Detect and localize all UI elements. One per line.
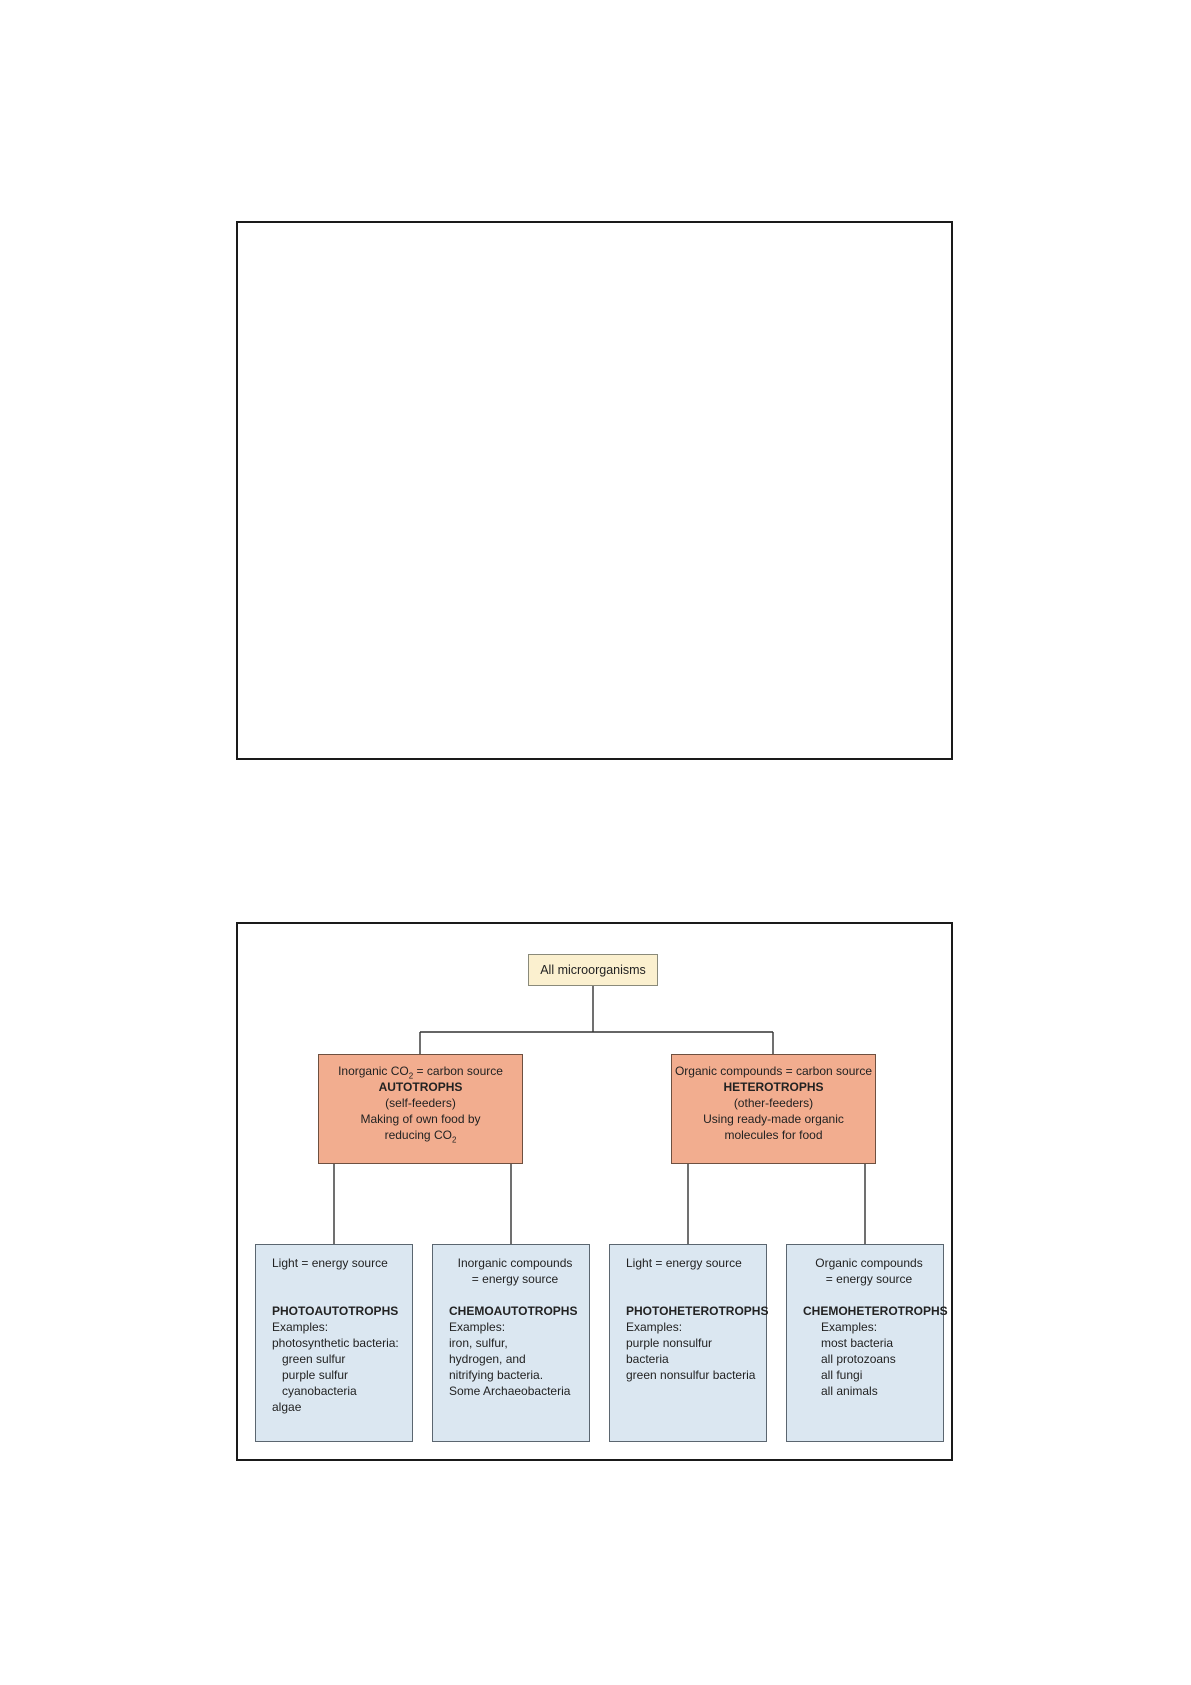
autotrophs-desc-line1: Making of own food by bbox=[360, 1112, 481, 1126]
heterotrophs-node bbox=[671, 1054, 876, 1164]
chemoheterotrophs-example: all fungi bbox=[821, 1368, 863, 1382]
blank-slide-frame bbox=[236, 221, 953, 760]
autotrophs-desc-subscript: 2 bbox=[451, 1135, 457, 1145]
chemoautotrophs-title: CHEMOAUTOTROPHS bbox=[449, 1304, 578, 1318]
autotrophs-source-subscript: 2 bbox=[408, 1071, 414, 1081]
heterotrophs-desc-line2: molecules for food bbox=[724, 1128, 823, 1142]
chemoautotrophs-example: iron, sulfur, bbox=[449, 1336, 508, 1350]
photoheterotrophs-energy-source: Light = energy source bbox=[626, 1256, 742, 1270]
photoheterotrophs-title: PHOTOHETEROTROPHS bbox=[626, 1304, 769, 1318]
chemoautotrophs-examples-label: Examples: bbox=[449, 1320, 506, 1334]
photoautotrophs-examples-label: Examples: bbox=[272, 1320, 329, 1334]
photoautotrophs-example: green sulfur bbox=[282, 1352, 346, 1366]
chemoheterotrophs-node bbox=[786, 1244, 948, 1442]
photoautotrophs-example: algae bbox=[272, 1400, 302, 1414]
photoheterotrophs-example: purple nonsulfur bacteria bbox=[626, 1336, 713, 1366]
autotrophs-source-suffix: = carbon source bbox=[413, 1064, 503, 1078]
photoheterotrophs-node bbox=[609, 1244, 767, 1442]
autotrophs-desc-prefix: reducing CO bbox=[384, 1128, 452, 1142]
chemoheterotrophs-example: all protozoans bbox=[821, 1352, 896, 1366]
autotrophs-carbon-source bbox=[319, 1063, 522, 1079]
chemoautotrophs-node bbox=[432, 1244, 590, 1442]
chemoheterotrophs-examples bbox=[803, 1319, 935, 1399]
heterotrophs-title: HETEROTROPHS bbox=[723, 1080, 824, 1094]
photoautotrophs-energy-source: Light = energy source bbox=[272, 1256, 388, 1270]
chemoautotrophs-example: hydrogen, and bbox=[449, 1352, 526, 1366]
autotrophs-note: (self-feeders) bbox=[385, 1096, 456, 1110]
chemoheterotrophs-energy-source: Organic compounds = energy source bbox=[815, 1256, 923, 1286]
chemoheterotrophs-examples-label: Examples: bbox=[821, 1320, 878, 1334]
root-node bbox=[528, 954, 658, 986]
diagram-slide-frame bbox=[236, 922, 953, 1461]
photoheterotrophs-example: green nonsulfur bacteria bbox=[626, 1368, 756, 1382]
autotrophs-title: AUTOTROPHS bbox=[378, 1080, 463, 1094]
chemoautotrophs-example: nitrifying bacteria. bbox=[449, 1368, 544, 1382]
photoautotrophs-example: purple sulfur bbox=[282, 1368, 349, 1382]
chemoheterotrophs-title: CHEMOHETEROTROPHS bbox=[803, 1304, 948, 1318]
chemoheterotrophs-example: all animals bbox=[821, 1384, 878, 1398]
heterotrophs-desc-line1: Using ready-made organic bbox=[703, 1112, 844, 1126]
heterotrophs-note: (other-feeders) bbox=[733, 1096, 814, 1110]
photoautotrophs-title: PHOTOAUTOTROPHS bbox=[272, 1304, 399, 1318]
photoautotrophs-example: photosynthetic bacteria: bbox=[272, 1336, 399, 1350]
autotrophs-source-prefix: Inorganic CO bbox=[338, 1064, 409, 1078]
chemoheterotrophs-example: most bacteria bbox=[821, 1336, 894, 1350]
photoautotrophs-node bbox=[255, 1244, 413, 1442]
chemoautotrophs-example: Some Archaeobacteria bbox=[449, 1384, 571, 1398]
root-label: All microorganisms bbox=[540, 963, 646, 977]
autotrophs-node bbox=[318, 1054, 523, 1164]
photoautotrophs-example: cyanobacteria bbox=[282, 1384, 357, 1398]
photoheterotrophs-examples-label: Examples: bbox=[626, 1320, 683, 1334]
heterotrophs-carbon-source: Organic compounds = carbon source bbox=[674, 1064, 873, 1078]
chemoautotrophs-energy-source: Inorganic compounds = energy source bbox=[457, 1256, 573, 1286]
autotrophs-desc-line2 bbox=[319, 1127, 522, 1143]
